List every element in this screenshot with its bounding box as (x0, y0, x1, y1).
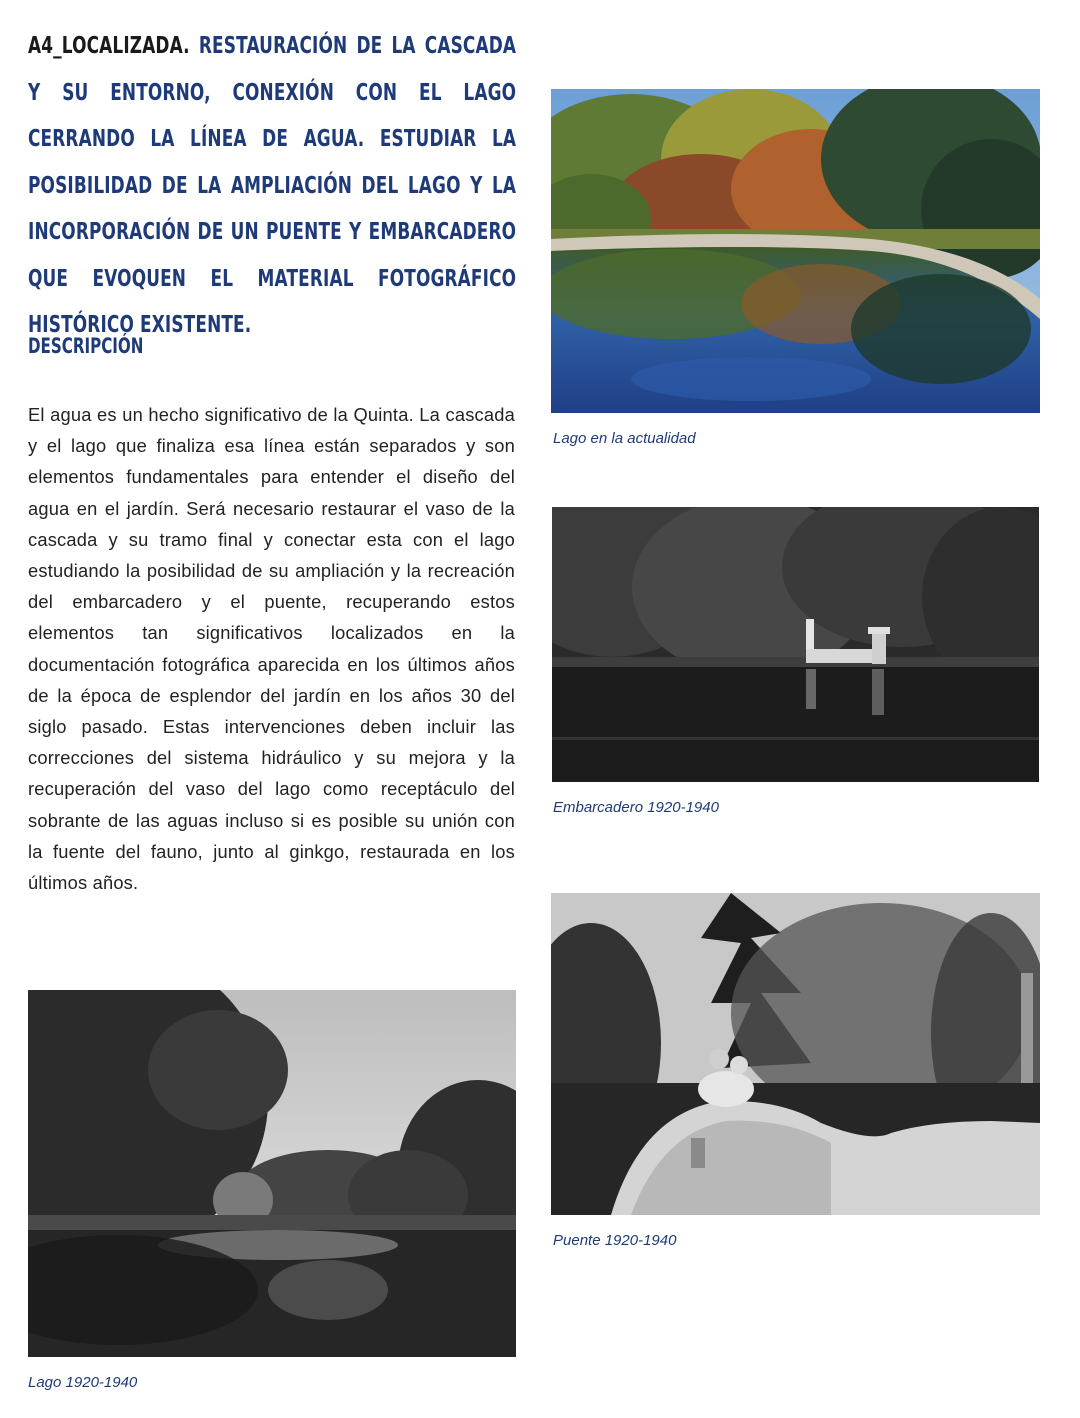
caption-embarcadero: Embarcadero 1920-1940 (553, 799, 719, 816)
page-heading (28, 22, 516, 348)
heading-code: A4_LOCALIZADA. (28, 31, 199, 59)
section-label-descripcion: DESCRIPCIÓN (28, 334, 144, 358)
photo-lago-historico (28, 990, 516, 1357)
caption-puente: Puente 1920-1940 (553, 1232, 677, 1249)
heading-title: RESTAURACIÓN DE LA CASCADA Y SU ENTORNO, CONEXIÓN CON EL LAGO CERRANDO LA LÍNEA DE AGUA. ESTUDIAR LA POSIBILIDAD DE LA AMPLIACIÓN DEL LAGO Y LA INCORPORACIÓN DE UN PUENTE Y EMBARCADERO QUE EVOQUEN EL MATERIAL FOTOGRÁFICO HISTÓRICO EXISTENTE. (28, 31, 517, 338)
photo-lago-actual (551, 89, 1040, 413)
photo-embarcadero (552, 507, 1039, 782)
description-paragraph: El agua es un hecho significativo de la Quinta. La cascada y el lago que finaliza esa línea están separados y son elementos fundamentales para entender el diseño del agua en el jardín. Será necesario restaurar el vaso de la cascada y su tramo final y conectar esta con el lago estudiando la posibilidad de su ampliación y la recreación del embarcadero y el puente, recuperando estos elementos tan significativos localizados en la documentación fotográfica aparecida en los últimos años de la época de esplendor del jardín en los años 30 del siglo pasado. Estas intervenciones deben incluir las correcciones del sistema hidráulico y su mejora y la recuperación del vaso del lago como receptáculo del sobrante de las aguas incluso si es posible su unión con la fuente del fauno, junto al ginkgo, restaurada en los últimos años. (28, 404, 515, 894)
caption-lago-actual: Lago en la actualidad (553, 430, 696, 447)
caption-lago-historico: Lago 1920-1940 (28, 1374, 138, 1391)
photo-puente (551, 893, 1040, 1215)
